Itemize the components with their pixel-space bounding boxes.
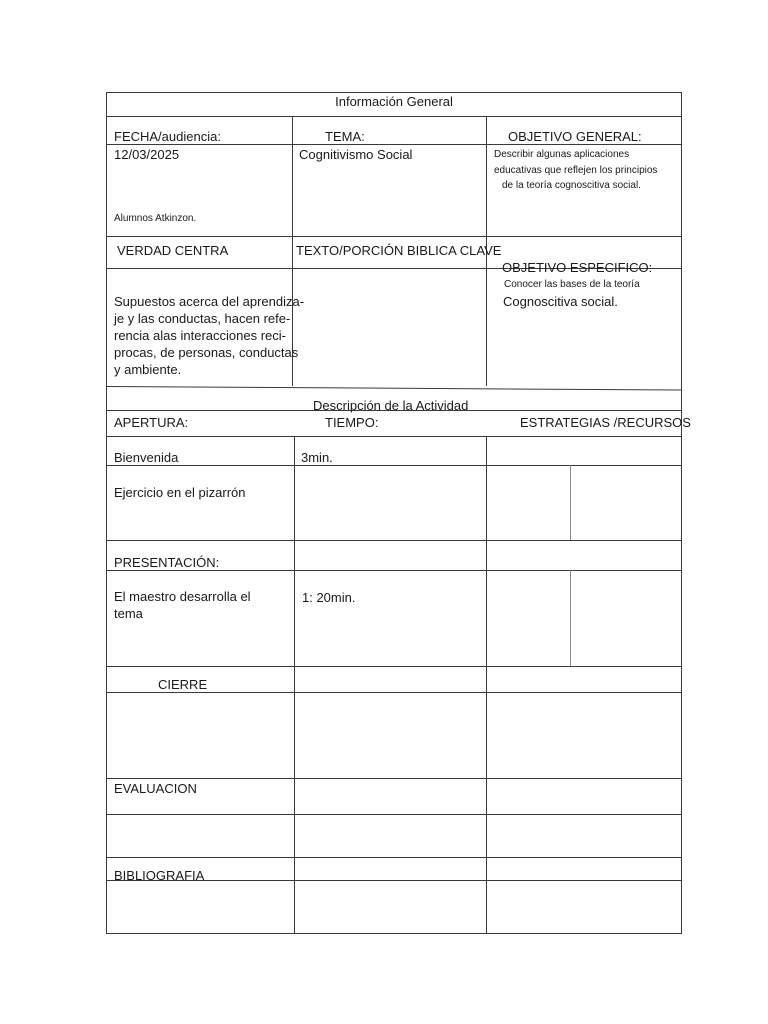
evaluacion-label: EVALUACION — [114, 781, 197, 796]
verdad-central-line: rencia alas interacciones reci- — [114, 328, 286, 343]
table-right-border — [681, 92, 682, 933]
fecha-audiencia-label: FECHA/audiencia: — [114, 129, 221, 144]
subcolumn-rule — [570, 465, 571, 540]
apertura-label: APERTURA: — [114, 415, 189, 430]
row-rule — [106, 116, 682, 117]
tema-label: TEMA: — [325, 129, 365, 144]
objetivo-general-text — [494, 147, 657, 194]
descripcion-actividad-title: Descripción de la Actividad — [313, 398, 469, 413]
tema-value: Cognitivismo Social — [299, 147, 413, 162]
objetivo-especifico-label: OBJETIVO ESPECIFICO: — [502, 260, 653, 275]
objetivo-general-line: educativas que reflejen los principios — [494, 164, 658, 176]
cierre-label: CIERRE — [158, 677, 208, 692]
row-rule — [106, 465, 682, 466]
tiempo-label: TIEMPO: — [325, 415, 379, 430]
estrategias-recursos-label: ESTRATEGIAS /RECURSOS — [520, 415, 691, 430]
verdad-central-label: VERDAD CENTRA — [117, 243, 229, 258]
info-general-title: Información General — [335, 94, 453, 109]
row-rule — [106, 666, 682, 667]
maestro-text — [114, 588, 251, 622]
objetivo-general-label: OBJETIVO GENERAL: — [508, 129, 642, 144]
objetivo-general-line: de la teoría cognoscitiva social. — [502, 180, 641, 191]
maestro-line: tema — [114, 606, 143, 621]
verdad-central-line: procas, de personas, conductas — [114, 345, 299, 360]
row-rule — [106, 436, 682, 437]
maestro-time: 1: 20min. — [302, 590, 356, 605]
row-rule — [106, 814, 682, 815]
verdad-central-line: y ambiente. — [114, 362, 182, 377]
objetivo-especifico-line2: Cognoscitiva social. — [503, 294, 618, 309]
table-bottom-border — [106, 933, 682, 934]
objetivo-general-line: Describir algunas aplicaciones — [494, 149, 630, 160]
row-rule — [106, 540, 682, 541]
verdad-central-line: je y las conductas, hacen refe- — [114, 311, 291, 326]
row-rule — [106, 857, 682, 858]
row-rule — [106, 778, 682, 779]
ejercicio-text: Ejercicio en el pizarrón — [114, 485, 246, 500]
fecha-value: 12/03/2025 — [114, 147, 180, 162]
table-left-border — [106, 92, 107, 933]
objetivo-especifico-line1: Conocer las bases de la teoría — [504, 279, 640, 290]
bienvenida-time: 3min. — [301, 450, 333, 465]
column-rule — [294, 436, 295, 933]
maestro-line: El maestro desarrolla el — [114, 589, 251, 604]
verdad-central-line: Supuestos acerca del aprendiza- — [114, 294, 305, 309]
bibliografia-label: BIBLIOGRAFIA — [114, 868, 205, 883]
row-rule — [106, 386, 682, 391]
subcolumn-rule — [570, 570, 571, 666]
verdad-central-text — [114, 293, 304, 378]
presentacion-label: PRESENTACIÓN: — [114, 555, 220, 570]
bienvenida-text: Bienvenida — [114, 450, 179, 465]
audiencia-value: Alumnos Atkinzon. — [114, 213, 197, 224]
column-rule — [486, 436, 487, 933]
texto-biblico-label: TEXTO/PORCIÓN BIBLICA CLAVE — [296, 243, 502, 258]
row-rule — [106, 236, 682, 237]
